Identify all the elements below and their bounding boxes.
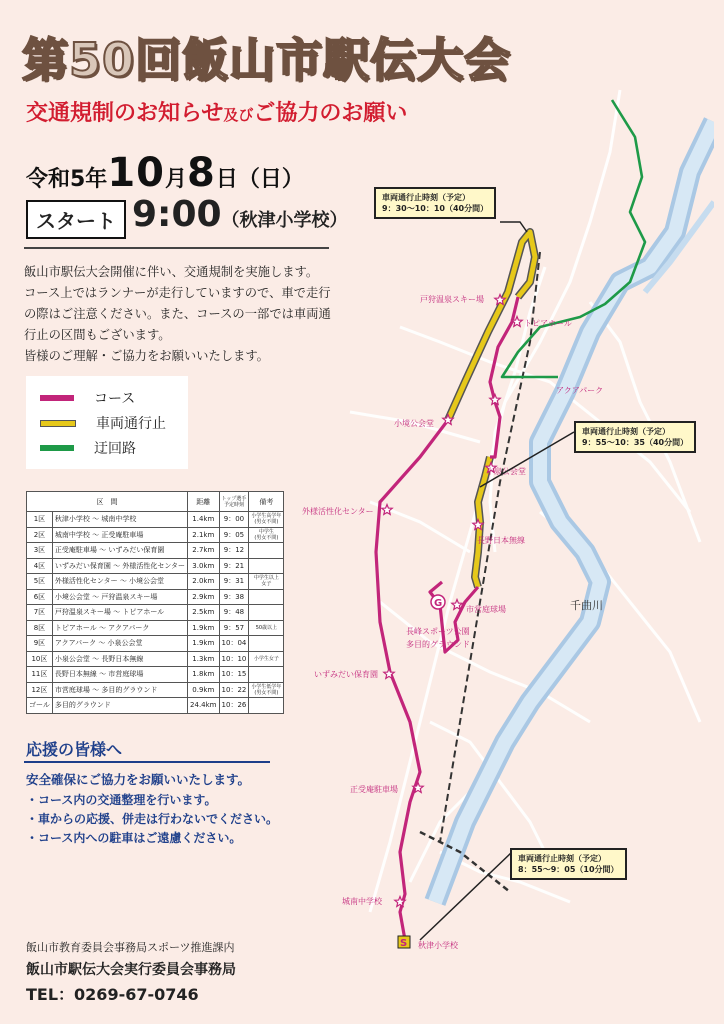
table-row [27,667,284,683]
section-time: 9：31 [219,574,249,590]
label-sports2: 多目的グラウンド [406,640,470,649]
event-date: 令和5年10月8日（日） [26,150,304,196]
section-number: 3区 [27,543,53,559]
section-number: ゴール [27,698,53,714]
section-time: 9：57 [219,620,249,636]
section-distance: 1.3km [188,651,219,667]
section-route: 外様活性化センター 〜 小境公会堂 [52,574,187,590]
table-row [27,620,284,636]
section-distance: 2.0km [188,574,219,590]
section-route: 秋津小学校 〜 城南中学校 [52,512,187,528]
section-time: 9：38 [219,589,249,605]
callout-leaders [420,222,574,940]
section-time: 10：26 [219,698,249,714]
section-route: 多目的グラウンド [52,698,187,714]
section-number: 9区 [27,636,53,652]
divider [24,247,329,249]
legend-detour: 迂回路 [40,438,136,458]
section-number: 2区 [27,527,53,543]
section-distance: 2.7km [188,543,219,559]
section-number: 11区 [27,667,53,683]
table-row [27,558,284,574]
section-note: 中学生 (男女不問) [249,527,284,543]
section-note [249,636,284,652]
section-note [249,589,284,605]
section-route: いずみだい保育園 〜 外様活性化センター [52,558,187,574]
list-item: ・コース内の交通整理を行います。 [26,793,217,807]
section-distance: 1.4km [188,512,219,528]
section-distance: 24.4km [188,698,219,714]
table-row [27,651,284,667]
section-distance: 3.0km [188,558,219,574]
section-route: 市営庭球場 〜 多目的グラウンド [52,682,187,698]
label-aqua: アクアパーク [556,386,604,395]
svg-text:G: G [434,598,443,609]
course-map [290,82,714,962]
table-row [27,512,284,528]
section-route: 正受庵駐車場 〜 いずみだい保育園 [52,543,187,559]
section-time: 9：12 [219,543,249,559]
footer-dept: 飯山市教育委員会事務局スポーツ推進課内 [26,941,235,954]
section-note [249,698,284,714]
checkpoint-star-icon [490,395,500,405]
table-row [27,682,284,698]
section-distance: 1.9km [188,620,219,636]
goal-marker [431,595,445,609]
notice-subtitle: 交通規制のお知らせ及びご協力のお願い [26,101,408,126]
section-note: 小学生低学年 (男女不問) [249,682,284,698]
table-row [27,574,284,590]
start-marker [398,936,410,949]
section-distance: 2.9km [188,589,219,605]
support-underline [24,761,270,763]
section-number: 6区 [27,589,53,605]
section-time: 9：48 [219,605,249,621]
section-note [249,558,284,574]
table-row [27,527,284,543]
section-time: 10：04 [219,636,249,652]
section-time: 9：00 [219,512,249,528]
section-distance: 1.9km [188,636,219,652]
table-row [27,636,284,652]
legend-road-closure: 車両通行止 [40,413,166,433]
section-number: 10区 [27,651,53,667]
section-note [249,543,284,559]
closure-callout-1: 車両通行止時刻（予定） 9：30〜10：10（40分間） [374,187,496,219]
map-legend [26,376,188,469]
section-route: 城南中学校 〜 正受庵駐車場 [52,527,187,543]
svg-text:S: S [400,938,408,949]
section-number: 4区 [27,558,53,574]
label-tozama: 外様活性化センター [302,507,374,516]
river-label: 千曲川 [570,599,603,612]
section-note [249,667,284,683]
section-time: 10：22 [219,682,249,698]
support-title: 応援の皆様へ [26,740,123,759]
legend-course: コース [40,388,135,408]
start-time: 9:00（秋津小学校） [132,194,348,235]
table-row [27,698,284,714]
section-route: 小泉公会堂 〜 長野日本無線 [52,651,187,667]
label-akitsu: 秋津小学校 [418,941,458,950]
closure-callout-2: 車両通行止時刻（予定） 9：55〜10：35（40分間） [574,421,696,453]
section-time: 9：21 [219,558,249,574]
list-item: ・コース内への駐車はご遠慮ください。 [26,831,242,845]
table-row [27,543,284,559]
table-header: 区 間 距離 トップ選手 予定時刻 備考 [27,492,284,512]
label-tennis: 市営庭球場 [466,605,506,614]
label-jrc: 長野日本無線 [477,536,525,545]
label-koizumi: 小泉公会堂 [486,467,526,476]
section-time: 10：10 [219,651,249,667]
section-distance: 2.5km [188,605,219,621]
section-route: 長野日本無線 〜 市営庭球場 [52,667,187,683]
label-izumidai: いずみだい保育園 [314,670,378,679]
label-sports1: 長峰スポーツ公園 [406,627,470,636]
section-distance: 0.9km [188,682,219,698]
section-number: 8区 [27,620,53,636]
support-list [26,791,278,848]
table-row [27,589,284,605]
section-route: トピアホール 〜 アクアパーク [52,620,187,636]
section-distance: 1.8km [188,667,219,683]
section-route: 小境公会堂 〜 戸狩温泉スキー場 [52,589,187,605]
section-route: アクアパーク 〜 小泉公会堂 [52,636,187,652]
section-note: 50歳以上 [249,620,284,636]
label-topia: トピアホール [524,319,572,328]
section-time: 9：05 [219,527,249,543]
list-item: ・車からの応援、併走は行わないでください。 [26,812,279,826]
section-number: 5区 [27,574,53,590]
section-route: 戸狩温泉スキー場 〜 トピアホール [52,605,187,621]
label-jonan: 城南中学校 [342,897,382,906]
event-title: 第50回飯山市駅伝大会 [22,33,512,87]
section-note: 小学生女子 [249,651,284,667]
section-note [249,605,284,621]
support-lead: 安全確保にご協力をお願いいたします。 [26,772,251,787]
footer-office: 飯山市駅伝大会実行委員会事務局 [26,962,236,978]
section-number: 12区 [27,682,53,698]
section-note: 中学生以上 女子 [249,574,284,590]
label-kozakai: 小境公会堂 [394,419,434,428]
closure-callout-3: 車両通行止時刻（予定） 8：55〜9：05（10分間） [510,848,627,880]
label-shojuan: 正受庵駐車場 [350,785,398,794]
label-togari: 戸狩温泉スキー場 [420,295,484,304]
start-label: スタート [26,200,126,239]
section-table [26,491,284,714]
section-time: 10：15 [219,667,249,683]
section-distance: 2.1km [188,527,219,543]
intro-text: 飯山市駅伝大会開催に伴い、交通規制を実施します。 コース上ではランナーが走行していますので、車で走行 の際はご注意ください。また、コースの一部では車両通 行止の区間もございます。 皆様のご理解・ご協力をお願いいたします。 [24,265,331,363]
footer-tel: TEL：0269-67-0746 [26,985,199,1004]
section-number: 7区 [27,605,53,621]
section-note: 小学生高学年 (男女不問) [249,512,284,528]
table-row [27,605,284,621]
section-number: 1区 [27,512,53,528]
